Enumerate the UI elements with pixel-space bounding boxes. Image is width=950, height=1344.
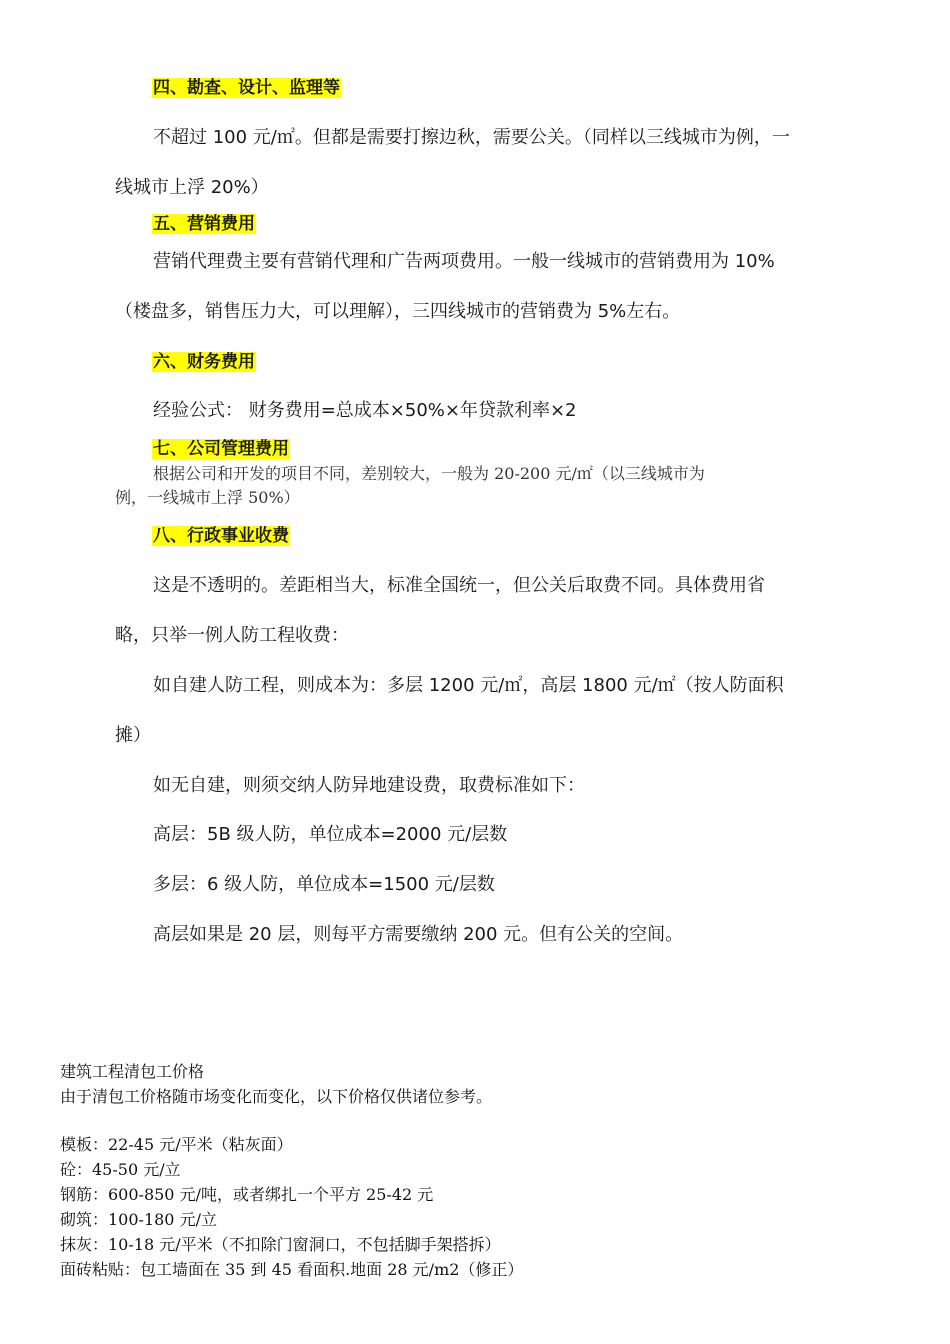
price-list-item: 模板：22-45 元/平米（粘灰面）	[60, 1135, 293, 1154]
price-list-item: 砼：45-50 元/立	[60, 1160, 181, 1179]
paragraph-line: 不超过 100 元/㎡。但都是需要打擦边秋，需要公关。（同样以三线城市为例，一	[153, 127, 790, 148]
paragraph-line: 如自建人防工程，则成本为：多层 1200 元/㎡，高层 1800 元/㎡（按人防面积	[153, 675, 784, 696]
section-heading: 八、行政事业收费	[153, 526, 289, 546]
paragraph-line: 高层：5B 级人防，单位成本=2000 元/层数	[153, 824, 508, 845]
paragraph-line: 营销代理费主要有营销代理和广告两项费用。一般一线城市的营销费用为 10%	[153, 251, 775, 272]
price-list-title: 建筑工程清包工价格	[60, 1062, 205, 1081]
section-heading: 四、勘查、设计、监理等	[153, 78, 340, 98]
price-list-item: 面砖粘贴：包工墙面在 35 到 45 看面积.地面 28 元/m2（修正）	[60, 1260, 524, 1279]
paragraph-line: 这是不透明的。差距相当大，标准全国统一，但公关后取费不同。具体费用省	[153, 575, 765, 596]
paragraph-line: 多层：6 级人防，单位成本=1500 元/层数	[153, 874, 495, 895]
section-heading: 六、财务费用	[153, 352, 255, 372]
paragraph-line: 摊）	[115, 725, 151, 746]
paragraph-line: 如无自建，则须交纳人防异地建设费，取费标准如下：	[153, 775, 585, 796]
section-heading: 七、公司管理费用	[153, 439, 289, 459]
paragraph-line: （楼盘多，销售压力大，可以理解），三四线城市的营销费为 5%左右。	[115, 301, 681, 322]
paragraph-line: 线城市上浮 20%）	[115, 177, 269, 198]
paragraph-line: 例，一线城市上浮 50%）	[115, 488, 300, 507]
paragraph-line: 略，只举一例人防工程收费：	[115, 625, 349, 646]
price-list-item: 钢筋：600-850 元/吨，或者绑扎一个平方 25-42 元	[60, 1185, 434, 1204]
paragraph-line: 经验公式： 财务费用=总成本×50%×年贷款利率×2	[153, 400, 577, 421]
section-heading: 五、营销费用	[153, 214, 255, 234]
price-list-item: 抹灰：10-18 元/平米（不扣除门窗洞口，不包括脚手架搭拆）	[60, 1235, 501, 1254]
price-list-intro: 由于清包工价格随市场变化而变化，以下价格仅供诸位参考。	[60, 1087, 493, 1106]
paragraph-line: 根据公司和开发的项目不同，差别较大，一般为 20-200 元/㎡（以三线城市为	[153, 464, 705, 483]
price-list-item: 砌筑：100-180 元/立	[60, 1210, 217, 1229]
paragraph-line: 高层如果是 20 层，则每平方需要缴纳 200 元。但有公关的空间。	[153, 924, 684, 945]
